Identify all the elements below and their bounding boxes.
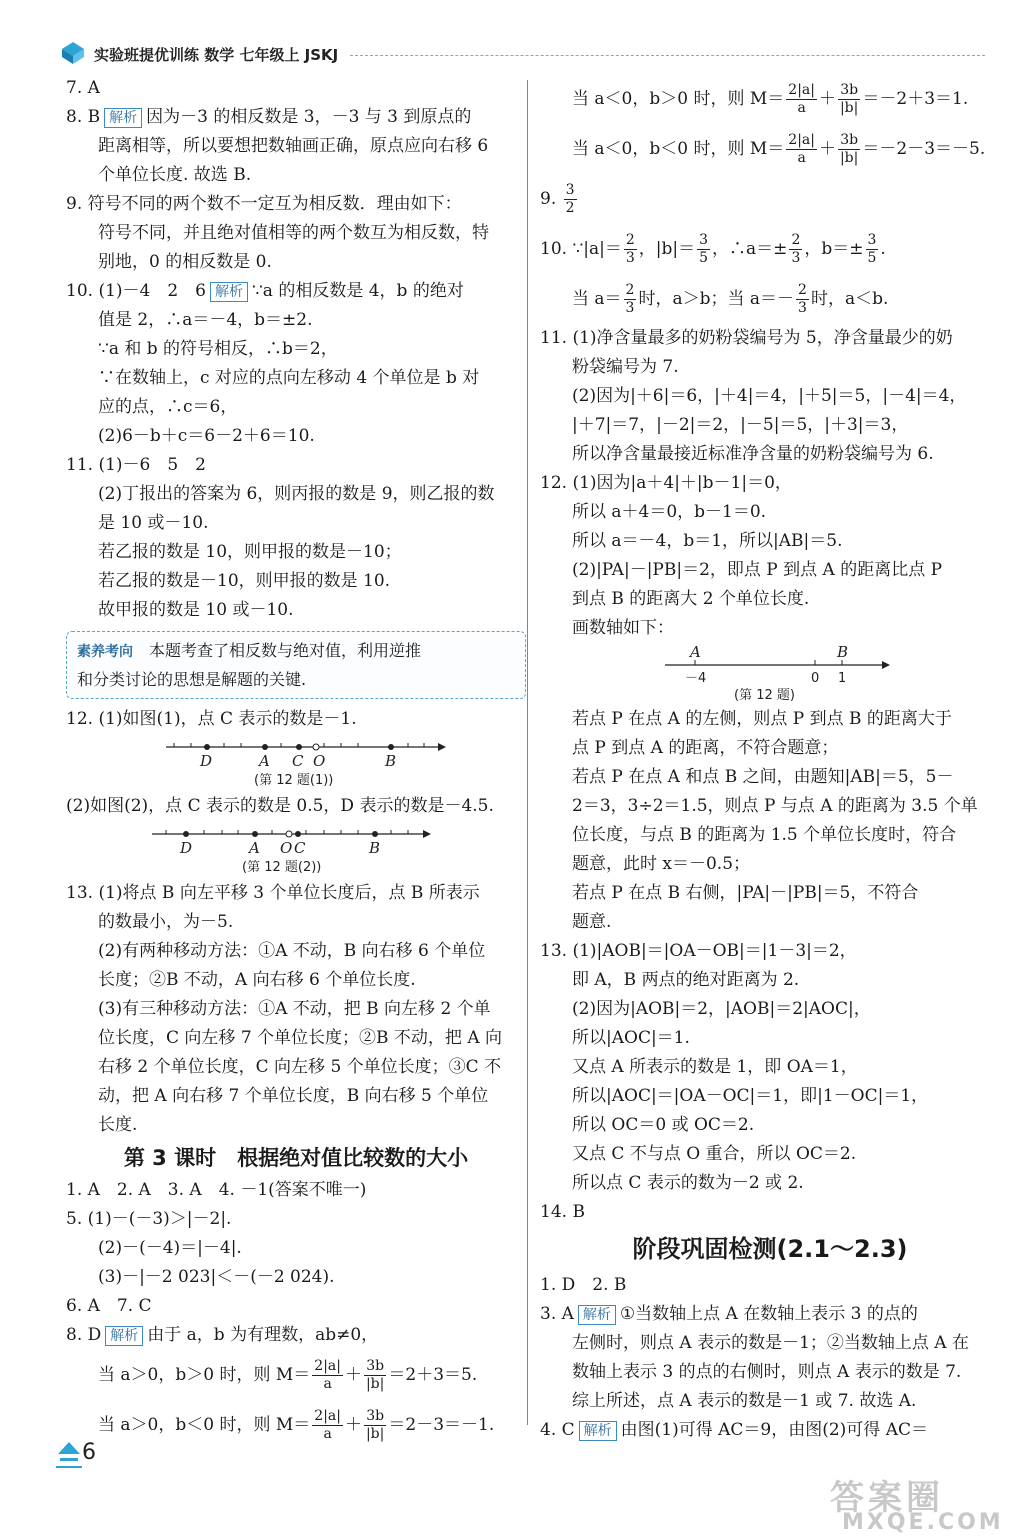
fraction: $\frac{3b}{|b|}$: [839, 82, 859, 116]
analysis-tag: 解析: [578, 1305, 616, 1325]
label-a: A: [259, 752, 270, 770]
note-line: [77, 636, 515, 665]
answer-line: 距离相等，所以要想把数轴画正确，原点应向右移 6: [98, 136, 489, 156]
number-line-figure-1: [66, 734, 526, 792]
answer-line: 画数轴如下：: [572, 618, 674, 638]
fraction: $\frac{3b}{|b|}$: [365, 1408, 385, 1442]
answer-number: 8. B: [66, 107, 101, 127]
fraction: $\frac{3}{5}$: [699, 232, 709, 266]
fraction: $\frac{2}{3}$: [798, 282, 807, 316]
answer-line: 若点 P 在点 A 和点 B 之间，由题知|AB|＝5，5－: [572, 767, 954, 787]
watermark-logo-text: 答案圈: [830, 1478, 944, 1518]
formula-line: [540, 224, 1000, 274]
point-b: [372, 831, 378, 837]
label-c: C: [294, 839, 306, 857]
answer-line: 所以净含量最接近标准净含量的奶粉袋编号为 6.: [572, 444, 934, 464]
answer-line: (3)有三种移动方法：①A 不动，把 B 向左移 2 个单: [98, 999, 491, 1019]
answer-line: 又点 A 所表示的数是 1，即 OA＝1，: [572, 1057, 858, 1077]
answer-line: 5. (1)－(－3)＞|－2|.: [66, 1209, 232, 1229]
answer-line: ∵a 和 b 的符号相反，∴b＝2，: [98, 339, 338, 359]
watermark-url: MXQE.COM: [842, 1510, 1004, 1535]
answer-line: 若乙报的数是 10，则甲报的数是－10；: [98, 542, 402, 562]
formula-suffix: ＝2＋3＝5.: [388, 1365, 478, 1385]
answer-line: 应的点，∴c＝6，: [98, 397, 238, 417]
answer-text: 因为－3 的相反数是 3，－3 与 3 到原点的: [146, 107, 472, 127]
answer-line: 是 10 或－10.: [98, 513, 209, 533]
formula-text: 时，a＜b.: [810, 289, 889, 309]
point-a: [252, 831, 258, 837]
label-o: O: [313, 752, 326, 770]
answer-line: (2)－(－4)＝|－4|.: [98, 1238, 242, 1258]
answer-line: 左侧时，则点 A 表示的数是－1；②当数轴上点 A 在: [572, 1333, 969, 1353]
right-column: [540, 74, 1000, 1445]
answer-line: 粉袋编号为 7.: [572, 357, 679, 377]
figure-caption: (第 12 题(1)): [254, 773, 334, 788]
answer-line: 若乙报的数是－10，则甲报的数是 10.: [98, 571, 391, 591]
answer-line: 2＝3，3÷2＝1.5，则点 P 与点 A 的距离为 3.5 个单: [572, 796, 978, 816]
formula-suffix: ＝－2－3＝－5.: [862, 139, 986, 159]
formula-suffix: ＝－2＋3＝1.: [862, 89, 969, 109]
answer-line: |＋7|＝7，|－2|＝2，|－5|＝5，|＋3|＝3，: [572, 415, 909, 435]
formula-prefix: 当 a＜0，b＜0 时，则 M＝: [572, 139, 785, 159]
answer-line: [66, 277, 526, 306]
page-number: [56, 1438, 116, 1472]
point-b: [388, 744, 394, 750]
formula-text: 10. ∵|a|＝: [540, 239, 622, 259]
point-d: [204, 744, 210, 750]
answer-line: 的数最小，为－5.: [98, 912, 234, 932]
answer-line: 11. (1)－6 5 2: [66, 455, 206, 475]
formula-line: 当 a＞0，b＜0 时，则 M＝ $\frac{2|a|}{a}$ ＋ $\frac{3b}{|b|}$ ＝2－3＝－1.: [98, 1408, 495, 1442]
point-c: [296, 744, 302, 750]
book-logo-icon: [60, 40, 86, 66]
answer-number: 4. C: [540, 1420, 575, 1440]
answer-line: 9. 符号不同的两个数不一定互为相反数．理由如下：: [66, 194, 462, 214]
watermark: [830, 1470, 1004, 1535]
formula-line: 当 a＞0，b＞0 时，则 M＝ $\frac{2|a|}{a}$ ＋ $\frac{3b}{|b|}$ ＝2＋3＝5.: [98, 1358, 478, 1392]
point-o: [313, 744, 319, 750]
fraction: $\frac{3}{5}$: [867, 232, 877, 266]
answer-line: 所以|AOC|＝|OA－OC|＝1，即|1－OC|＝1，: [572, 1086, 929, 1106]
competency-note: [66, 631, 526, 699]
analysis-tag: 解析: [579, 1421, 617, 1441]
answer-line: 位长度，与点 B 的距离为 1.5 个单位长度时，符合: [572, 825, 957, 845]
header-divider: [350, 55, 985, 56]
answer-line: 动，把 A 向右移 7 个单位长度，B 向右移 5 个单位: [98, 1086, 489, 1106]
formula-text: 时，a＞b；当 a＝－: [638, 289, 795, 309]
answer-line: 个单位长度. 故选 B.: [98, 165, 252, 185]
answer-line: 右移 2 个单位长度，C 向左移 5 个单位长度；③C 不: [98, 1057, 502, 1077]
answer-number: 3. A: [540, 1304, 574, 1324]
left-column: [66, 74, 526, 1450]
label-d: D: [180, 839, 193, 857]
tick-label: 1: [838, 671, 847, 686]
page-header: [60, 40, 985, 70]
column-divider: [527, 80, 528, 1425]
answer-line: 11. (1)净含量最多的奶粉袋编号为 5，净含量最少的奶: [540, 328, 953, 348]
answer-line: 12. (1)如图(1)，点 C 表示的数是－1.: [66, 709, 357, 729]
answer-line: 1. D 2. B: [540, 1275, 627, 1295]
answer-line: (2)如图(2)，点 C 表示的数是 0.5，D 表示的数是－4.5.: [66, 796, 494, 816]
header-title: 实验班提优训练 数学 七年级上 JSKJ: [94, 46, 339, 64]
answer-line: 所以点 C 表示的数为－2 或 2.: [572, 1173, 804, 1193]
section-title: 阶段巩固检测(2.1～2.3): [632, 1235, 908, 1263]
answer-line: (2)|PA|－|PB|＝2，即点 P 到点 A 的距离比点 P: [572, 560, 943, 580]
formula-text: 当 a＝: [572, 289, 622, 309]
formula-prefix: 当 a＜0，b＞0 时，则 M＝: [572, 89, 785, 109]
label-d: D: [200, 752, 213, 770]
point-o: [286, 831, 292, 837]
answer-line: [66, 103, 526, 132]
answer-line: 12. (1)因为|a＋4|＋|b－1|＝0，: [540, 473, 792, 493]
tick-label: 0: [811, 671, 820, 686]
answer-number: 10. (1)－4 2 6: [66, 281, 206, 301]
fraction: $\frac{3b}{|b|}$: [365, 1358, 385, 1392]
answer-line: 即 A，B 两点的绝对距离为 2.: [572, 970, 800, 990]
answer-text: ①当数轴上点 A 在数轴上表示 3 的点的: [619, 1304, 918, 1324]
answer-line: 所以 a＋4＝0，b－1＝0.: [572, 502, 767, 522]
answer-line: 故甲报的数是 10 或－10.: [98, 600, 294, 620]
formula-suffix: ＝2－3＝－1.: [388, 1415, 495, 1435]
answer-line: [66, 1321, 526, 1350]
answer-line: 位长度，C 向左移 7 个单位长度；②B 不动，把 A 向: [98, 1028, 503, 1048]
answer-line: (2)因为|AOB|＝2，|AOB|＝2|AOC|，: [572, 999, 871, 1019]
answer-number: 9.: [540, 189, 557, 209]
answer-line: 长度；②B 不动，A 向右移 6 个单位长度.: [98, 970, 416, 990]
fraction: $\frac{2}{3}$: [625, 282, 635, 316]
point-c: [295, 831, 301, 837]
answer-line: (2)6－b＋c＝6－2＋6＝10.: [98, 426, 315, 446]
answer-line: (2)因为|＋6|＝6，|＋4|＝4，|＋5|＝5，|－4|＝4，: [572, 386, 967, 406]
note-text: 本题考查了相反数与绝对值，利用逆推: [149, 641, 422, 660]
figure-caption: (第 12 题): [734, 688, 795, 703]
answer-line: ∵在数轴上，c 对应的点向左移动 4 个单位是 b 对: [98, 368, 480, 388]
answer-line: 13. (1)|AOB|＝|OA－OB|＝|1－3|＝2，: [540, 941, 857, 961]
fraction: $\frac{2|a|}{a}$: [314, 1408, 341, 1442]
answer-text: ∵a 的相反数是 4，b 的绝对: [251, 281, 464, 301]
label-a: A: [690, 643, 701, 661]
fraction: $\frac{2|a|}{a}$: [314, 1358, 341, 1392]
fraction: $\frac{2}{3}$: [625, 232, 635, 266]
answer-line: [540, 1300, 1000, 1329]
analysis-tag: 解析: [105, 1326, 143, 1346]
page-marker-icon: [56, 1438, 82, 1468]
point-d: [183, 831, 189, 837]
answer-line: 14. B: [540, 1202, 585, 1222]
answer-line: 数轴上表示 3 的点的右侧时，则点 A 表示的数是 7.: [572, 1362, 962, 1382]
formula-text: ，∴a＝±: [712, 239, 788, 259]
point-a: [262, 744, 268, 750]
label-o: O: [280, 839, 293, 857]
answer-line: 13. (1)将点 B 向左平移 3 个单位长度后，点 B 所表示: [66, 883, 480, 903]
section-title: 第 3 课时 根据绝对值比较数的大小: [123, 1146, 469, 1170]
label-b: B: [385, 752, 397, 770]
answer-line: 所以 OC＝0 或 OC＝2.: [572, 1115, 755, 1135]
label-b: B: [369, 839, 381, 857]
formula-line: 当 a＜0，b＞0 时，则 M＝ $\frac{2|a|}{a}$ ＋ $\frac{3b}{|b|}$ ＝－2＋3＝1.: [572, 82, 969, 116]
answer-line: 若点 P 在点 A 的左侧，则点 P 到点 B 的距离大于: [572, 709, 952, 729]
formula-text: ，b＝±: [804, 239, 864, 259]
answer-line: 题意.: [572, 912, 612, 932]
answer-line: 又点 C 不与点 O 重合，所以 OC＝2.: [572, 1144, 857, 1164]
answer-line: 1. A 2. A 3. A 4. －1(答案不唯一): [66, 1180, 367, 1200]
answer-line: 所以 a＝－4，b＝1，所以|AB|＝5.: [572, 531, 843, 551]
formula-line: [540, 174, 1000, 224]
formula-prefix: 当 a＞0，b＜0 时，则 M＝: [98, 1415, 311, 1435]
answer-line: [540, 1416, 1000, 1445]
label-a: A: [249, 839, 260, 857]
formula-prefix: 当 a＞0，b＞0 时，则 M＝: [98, 1365, 311, 1385]
fraction: $\frac{3b}{|b|}$: [839, 132, 859, 166]
formula-line: 当 a＜0，b＜0 时，则 M＝ $\frac{2|a|}{a}$ ＋ $\frac{3b}{|b|}$ ＝－2－3＝－5.: [572, 132, 986, 166]
answer-line: 点 P 到点 A 的距离，不符合题意；: [572, 738, 839, 758]
analysis-tag: 解析: [210, 282, 248, 302]
note-line: 和分类讨论的思想是解题的关键.: [77, 670, 307, 689]
answer-text: 由于 a，b 为有理数，ab≠0，: [147, 1325, 379, 1345]
label-c: C: [292, 752, 304, 770]
number-line-figure-3: [540, 643, 1000, 705]
answer-number: 8. D: [66, 1325, 102, 1345]
page-number-text: 6: [82, 1440, 96, 1465]
tick-label: －4: [685, 671, 707, 686]
answer-line: 符号不同，并且绝对值相等的两个数互为相反数，特: [98, 223, 489, 243]
answer-line: 7. A: [66, 78, 100, 98]
formula-text: .: [880, 239, 886, 259]
answer-line: 到点 B 的距离大 2 个单位长度.: [572, 589, 810, 609]
label-b: B: [837, 643, 849, 661]
analysis-tag: 解析: [104, 108, 142, 128]
figure-caption: (第 12 题(2)): [242, 860, 322, 875]
answer-line: 值是 2，∴a＝－4，b＝±2.: [98, 310, 313, 330]
answer-line: 所以|AOC|＝1.: [572, 1028, 690, 1048]
answer-text: 由图(1)可得 AC＝9，由图(2)可得 AC＝: [620, 1420, 928, 1440]
note-label: 素养考向: [77, 644, 133, 660]
answer-line: 长度.: [98, 1115, 138, 1135]
fraction: $\frac{3}{2}$: [565, 182, 575, 216]
number-line-figure-2: [66, 821, 526, 879]
formula-line: [540, 274, 1000, 324]
fraction: $\frac{2|a|}{a}$: [788, 132, 815, 166]
answer-line: (2)丁报出的答案为 6，则丙报的数是 9，则乙报的数: [98, 484, 495, 504]
answer-line: (2)有两种移动方法：①A 不动，B 向右移 6 个单位: [98, 941, 486, 961]
fraction: $\frac{2}{3}$: [791, 232, 801, 266]
answer-line: (3)－|－2 023|＜－(－2 024).: [98, 1267, 335, 1287]
answer-line: 6. A 7. C: [66, 1296, 152, 1316]
answer-line: 题意，此时 x＝－0.5；: [572, 854, 751, 874]
answer-line: 若点 P 在点 B 右侧，|PA|－|PB|＝5，不符合: [572, 883, 919, 903]
answer-line: 综上所述，点 A 表示的数是－1 或 7. 故选 A.: [572, 1391, 917, 1411]
formula-text: ，|b|＝: [638, 239, 696, 259]
fraction: $\frac{2|a|}{a}$: [788, 82, 815, 116]
answer-line: 别地，0 的相反数是 0.: [98, 252, 272, 272]
